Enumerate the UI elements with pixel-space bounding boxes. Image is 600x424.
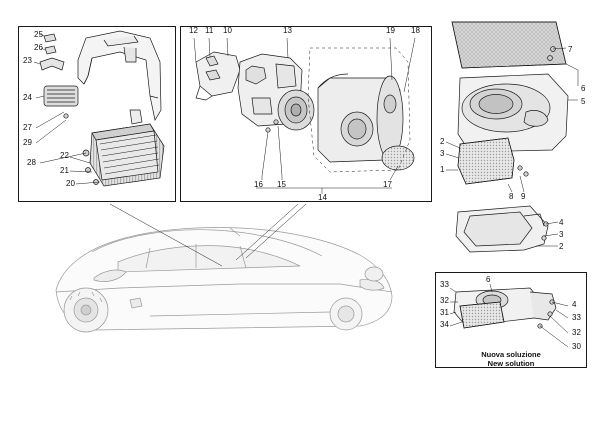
callout-25: 25 [34, 30, 43, 39]
callout-2-bracket: 2 [559, 242, 564, 251]
callout-14: 14 [318, 193, 327, 202]
callout-12: 12 [189, 26, 198, 35]
callout-3: 3 [440, 149, 445, 158]
callout-6-new: 6 [486, 275, 491, 284]
callout-1: 1 [440, 165, 445, 174]
callout-27: 27 [23, 123, 32, 132]
callout-21: 21 [60, 166, 69, 175]
new-solution-caption [431, 350, 591, 368]
callout-28: 28 [27, 158, 36, 167]
callout-23: 23 [23, 56, 32, 65]
callout-2: 2 [440, 137, 445, 146]
callout-30: 30 [572, 342, 581, 351]
callout-9: 9 [521, 192, 526, 201]
callout-31: 31 [440, 308, 449, 317]
callout-18: 18 [411, 26, 420, 35]
callout-7: 7 [568, 45, 573, 54]
callout-22: 22 [60, 151, 69, 160]
callout-34: 34 [440, 320, 449, 329]
callout-32: 32 [440, 296, 449, 305]
callout-8: 8 [509, 192, 514, 201]
callout-17: 17 [383, 180, 392, 189]
callout-29: 29 [23, 138, 32, 147]
callout-33-new: 33 [572, 313, 581, 322]
callout-19: 19 [386, 26, 395, 35]
callout-5: 5 [581, 97, 586, 106]
new-solution-it: Nuova soluzione [481, 350, 541, 359]
callout-13: 13 [283, 26, 292, 35]
callout-20: 20 [66, 179, 75, 188]
left-panel-amplifier [18, 26, 176, 202]
callout-4-bracket: 4 [559, 218, 564, 227]
callout-11: 11 [205, 26, 214, 35]
callout-26: 26 [34, 43, 43, 52]
callout-4-new: 4 [572, 300, 577, 309]
callout-32-new: 32 [572, 328, 581, 337]
new-solution-en: New solution [487, 359, 535, 368]
callout-15: 15 [277, 180, 286, 189]
callout-16: 16 [254, 180, 263, 189]
callout-3-bracket: 3 [559, 230, 564, 239]
center-panel-subwoofer [180, 26, 432, 202]
callout-6: 6 [581, 84, 586, 93]
callout-33: 33 [440, 280, 449, 289]
callout-24: 24 [23, 93, 32, 102]
callout-10: 10 [223, 26, 232, 35]
